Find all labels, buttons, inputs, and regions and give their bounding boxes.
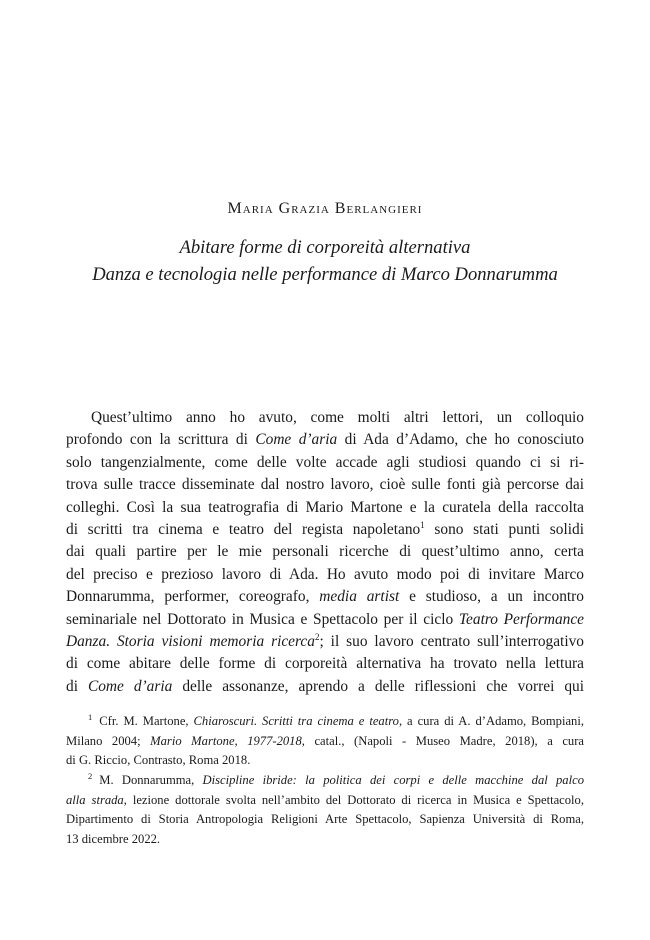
footnote-line: Milano 2004; Mario Martone, 1977-2018, catal., (Napoli - Museo Madre, 2018), a cura [66, 733, 584, 748]
body-line: Donnarumma, performer, coreografo, media artist e studioso, a un incontro [66, 588, 584, 606]
body-line: dai quali partire per le mie personali ricerche di quest’ultimo anno, certa [66, 543, 584, 561]
author-name: Maria Grazia Berlangieri [227, 200, 423, 217]
body-line: di scritti tra cinema e teatro del regista napoletano$^1$ sono stati punti solidi [66, 519, 584, 538]
footnote-line: alla strada, lezione dottorale svolta nell’ambito del Dottorato di ricerca in Musica e Spettacolo, [66, 792, 584, 807]
footnote-ref: 2 [314, 631, 320, 642]
title-line-1: Abitare forme di corporeità alternativa [179, 237, 471, 258]
body-line: di come abitare delle forme di corporeità alternativa ha trovato nella lettura [66, 655, 584, 673]
footnote-line: Dipartimento di Storia Antropologia Religioni Arte Spettacolo, Sapienza Università di Roma, [66, 812, 584, 827]
footnote-line: 13 dicembre 2022. [66, 832, 161, 847]
body-line: del preciso e prezioso lavoro di Ada. Ho avuto modo poi di invitare Marco [66, 565, 584, 583]
body-line: Danza. Storia visioni memoria ricerca$^2$; il suo lavoro centrato sull’interrogativo [66, 631, 584, 650]
footnote-ref: 1 [420, 519, 425, 530]
body-line: Quest’ultimo anno ho avuto, come molti altri lettori, un colloquio [91, 409, 584, 426]
footnote-1: $^1$ Cfr. M. Martone, Chiaroscuri. Scritti tra cinema e teatro, a cura di A. d’Adamo, Bompiani, [88, 711, 584, 728]
body-line: profondo con la scrittura di Come d’aria di Ada d’Adamo, che ho conosciuto [66, 431, 584, 449]
body-line: trova sulle tracce disseminate dal nostro lavoro, cioè sulle fonti già percorse dai [66, 476, 584, 494]
body-line: di Come d’aria delle assonanze, aprendo a delle riflessioni che vorrei qui [66, 677, 584, 695]
body-line: colleghi. Così la sua teatrografia di Mario Martone e la curatela della raccolta [66, 498, 584, 516]
article-title [0, 234, 650, 288]
footnote-line: di G. Riccio, Contrasto, Roma 2018. [66, 753, 251, 768]
body-line: solo tangenzialmente, come delle volte accade agli studiosi quando ci si ri- [66, 453, 584, 471]
footnotes [66, 712, 584, 850]
body-line: seminariale nel Dottorato in Musica e Spettacolo per il ciclo Teatro Performance [66, 610, 584, 628]
footnote-2: $^2$ M. Donnarumma, Discipline ibride: la politica dei corpi e delle macchine dal palco [88, 770, 584, 788]
title-line-2: Danza e tecnologia nelle performance di Marco Donnarumma [92, 264, 558, 285]
body-paragraph [66, 407, 584, 698]
